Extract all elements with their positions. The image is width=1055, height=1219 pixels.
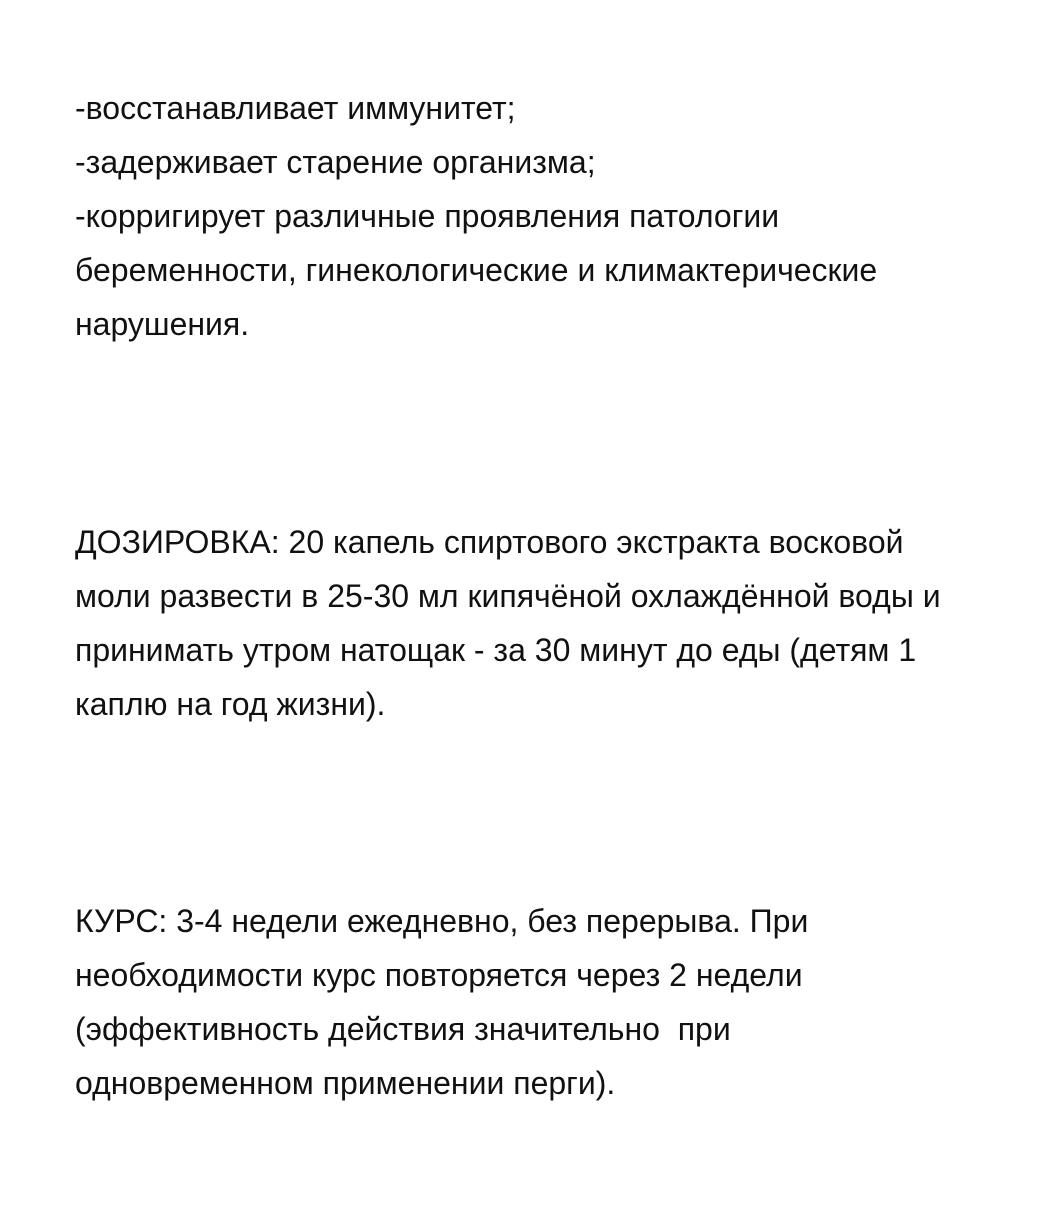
benefits-line: беременности, гинекологические и климактерические [75,252,878,288]
dosage-line: каплю на год жизни). [75,686,386,722]
benefits-line: -задерживает старение организма; [75,144,596,180]
dosage-line: ДОЗИРОВКА: 20 капель спиртового экстракта восковой [75,524,904,560]
benefits-line: -корригирует различные проявления патологии [75,198,780,234]
course-line: необходимости курс повторяется через 2 недели [75,957,803,993]
course-line: КУРС: 3-4 недели ежедневно, без перерыва. При [75,903,809,939]
dosage-line: моли развести в 25-30 мл кипячёной охлаждённой воды и [75,578,941,614]
benefits-line: -восстанавливает иммунитет; [75,90,516,126]
benefits-line: нарушения. [75,306,250,342]
dosage-line: принимать утром натощак - за 30 минут до еды (детям 1 [75,632,917,668]
course-line: (эффективность действия значительно при [75,1011,731,1047]
course-line: одновременном применении перги). [75,1065,616,1101]
